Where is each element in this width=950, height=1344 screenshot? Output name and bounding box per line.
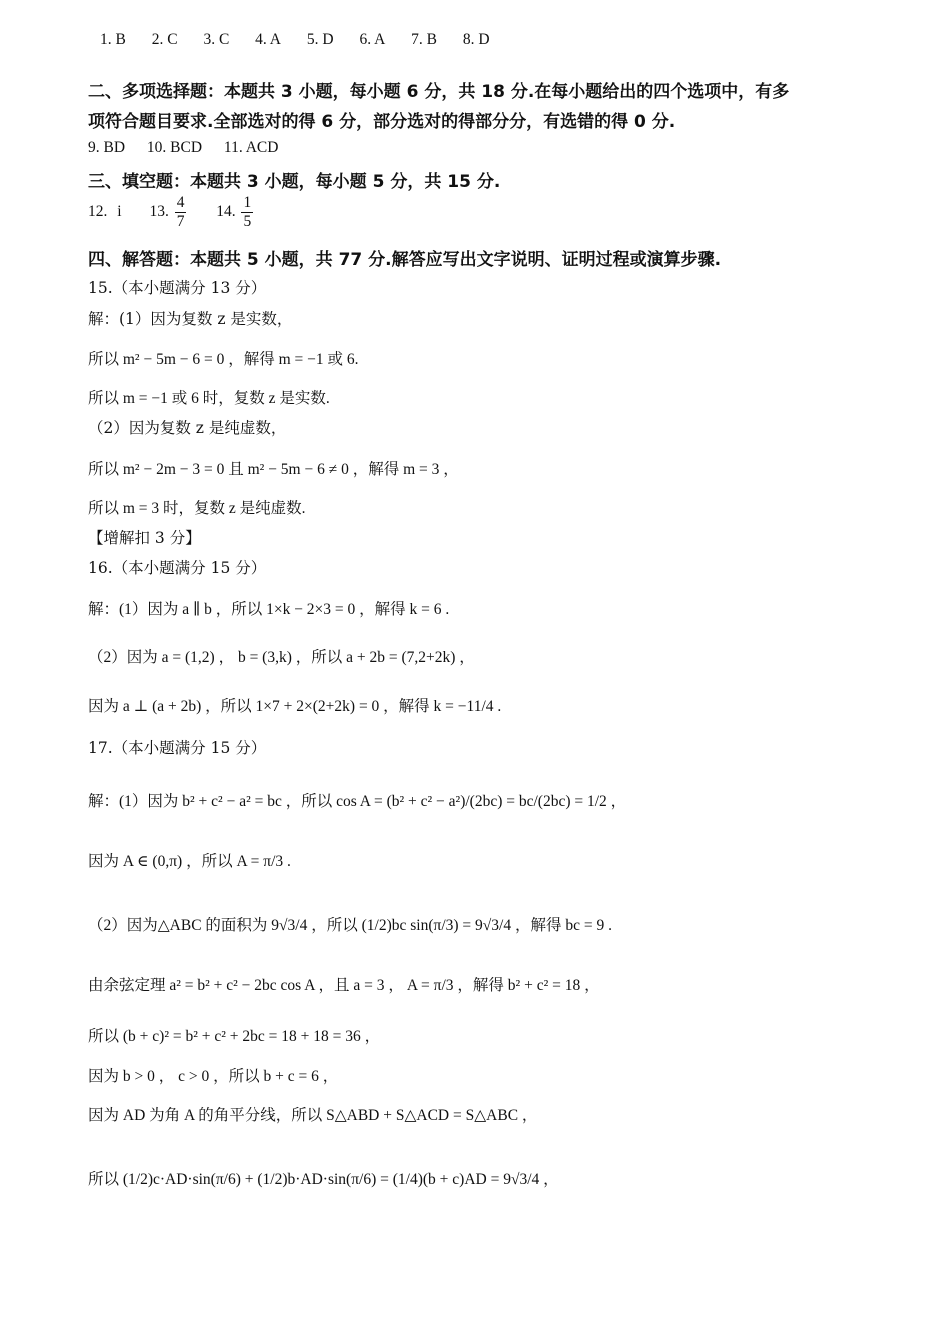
answer-4: 4. A bbox=[255, 31, 281, 48]
answer-10: 10. BCD bbox=[146, 139, 203, 156]
q12-answer: i bbox=[117, 202, 122, 220]
q17-line2: 因为 A ∈ (0,π) ，所以 A = π/3 . bbox=[88, 853, 291, 870]
multi-choice-answers bbox=[88, 139, 278, 157]
answer-6: 6. A bbox=[359, 31, 386, 48]
answer-2: 2. C bbox=[151, 31, 178, 48]
answer-8: 8. D bbox=[462, 31, 490, 48]
fill-blank-answers bbox=[88, 194, 255, 231]
q13-fraction: $\frac{4}{7}$ bbox=[176, 194, 185, 230]
q17-line3: （2）因为△ABC 的面积为 9√3/4 ，所以 (1/2)bc sin(π/3) = 9√3/4 ，解得 bc = 9 . bbox=[88, 917, 612, 934]
q14-fraction: $\frac{1}{5}$ bbox=[243, 194, 252, 230]
q15-line4: （2）因为复数 z 是纯虚数， bbox=[88, 419, 287, 437]
answer-3: 3. C bbox=[203, 31, 230, 48]
q15-note: 【增解扣 3 分】 bbox=[88, 529, 201, 547]
section2-heading-line2: 项符合题目要求.全部选对的得 6 分，部分选对的得部分分，有选错的得 0 分. bbox=[88, 112, 676, 132]
section4-heading: 四、解答题：本题共 5 小题，共 77 分.解答应写出文字说明、证明过程或演算步骤. bbox=[88, 250, 722, 270]
answer-11: 11. ACD bbox=[223, 139, 279, 156]
section3-heading: 三、填空题：本题共 3 小题，每小题 5 分，共 15 分. bbox=[88, 172, 501, 192]
q12-label: 12. bbox=[88, 202, 108, 220]
single-choice-answers bbox=[100, 31, 490, 49]
q17-line1: 解：(1）因为 b² + c² − a² = bc ，所以 cos A = (b² + c² − a²)/(2bc) = bc/(2bc) = 1/2 ， bbox=[88, 793, 627, 810]
q15-line5: 所以 m² − 2m − 3 = 0 且 m² − 5m − 6 ≠ 0 ，解得 m = 3 ， bbox=[88, 461, 459, 478]
answer-5: 5. D bbox=[306, 31, 334, 48]
q17-line4: 由余弦定理 a² = b² + c² − 2bc cos A ，且 a = 3 ， A = π/3 ，解得 b² + c² = 18 ， bbox=[88, 977, 600, 994]
q17-line8: 所以 (1/2)c·AD·sin(π/6) + (1/2)b·AD·sin(π/6) = (1/4)(b + c)AD = 9√3/4 ， bbox=[88, 1171, 559, 1188]
q16-title: 16.（本小题满分 15 分） bbox=[88, 559, 267, 577]
q15-line3: 所以 m = −1 或 6 时，复数 z 是实数. bbox=[88, 390, 330, 407]
q17-line7: 因为 AD 为角 A 的角平分线，所以 S△ABD + S△ACD = S△ABC ， bbox=[88, 1107, 538, 1124]
q14-label: 14. bbox=[216, 202, 236, 220]
q15-title: 15.（本小题满分 13 分） bbox=[88, 279, 267, 297]
q15-line6: 所以 m = 3 时，复数 z 是纯虚数. bbox=[88, 500, 306, 517]
q16-line2: （2）因为 a = (1,2) ， b = (3,k) ，所以 a + 2b = (7,2+2k) ， bbox=[88, 649, 475, 666]
q17-title: 17.（本小题满分 15 分） bbox=[88, 739, 267, 757]
q17-line6: 因为 b > 0 ， c > 0 ，所以 b + c = 6 ， bbox=[88, 1068, 339, 1085]
q17-line5: 所以 (b + c)² = b² + c² + 2bc = 18 + 18 = 36 ， bbox=[88, 1028, 381, 1045]
answer-1: 1. B bbox=[100, 31, 126, 48]
q15-line1: 解：(1）因为复数 z 是实数， bbox=[88, 310, 293, 328]
q16-line3: 因为 a ⊥ (a + 2b) ，所以 1×7 + 2×(2+2k) = 0 ，解得 k = −11/4 . bbox=[88, 698, 502, 715]
section2-heading-line1: 二、多项选择题：本题共 3 小题，每小题 6 分，共 18 分.在每小题给出的四个选项中，有多 bbox=[88, 82, 790, 102]
q13-label: 13. bbox=[149, 202, 169, 220]
answer-9: 9. BD bbox=[88, 139, 126, 156]
q16-line1: 解：(1）因为 a ∥ b ，所以 1×k − 2×3 = 0 ，解得 k = 6 . bbox=[88, 601, 450, 618]
q15-line2: 所以 m² − 5m − 6 = 0 ，解得 m = −1 或 6. bbox=[88, 351, 359, 368]
answer-7: 7. B bbox=[411, 31, 438, 48]
